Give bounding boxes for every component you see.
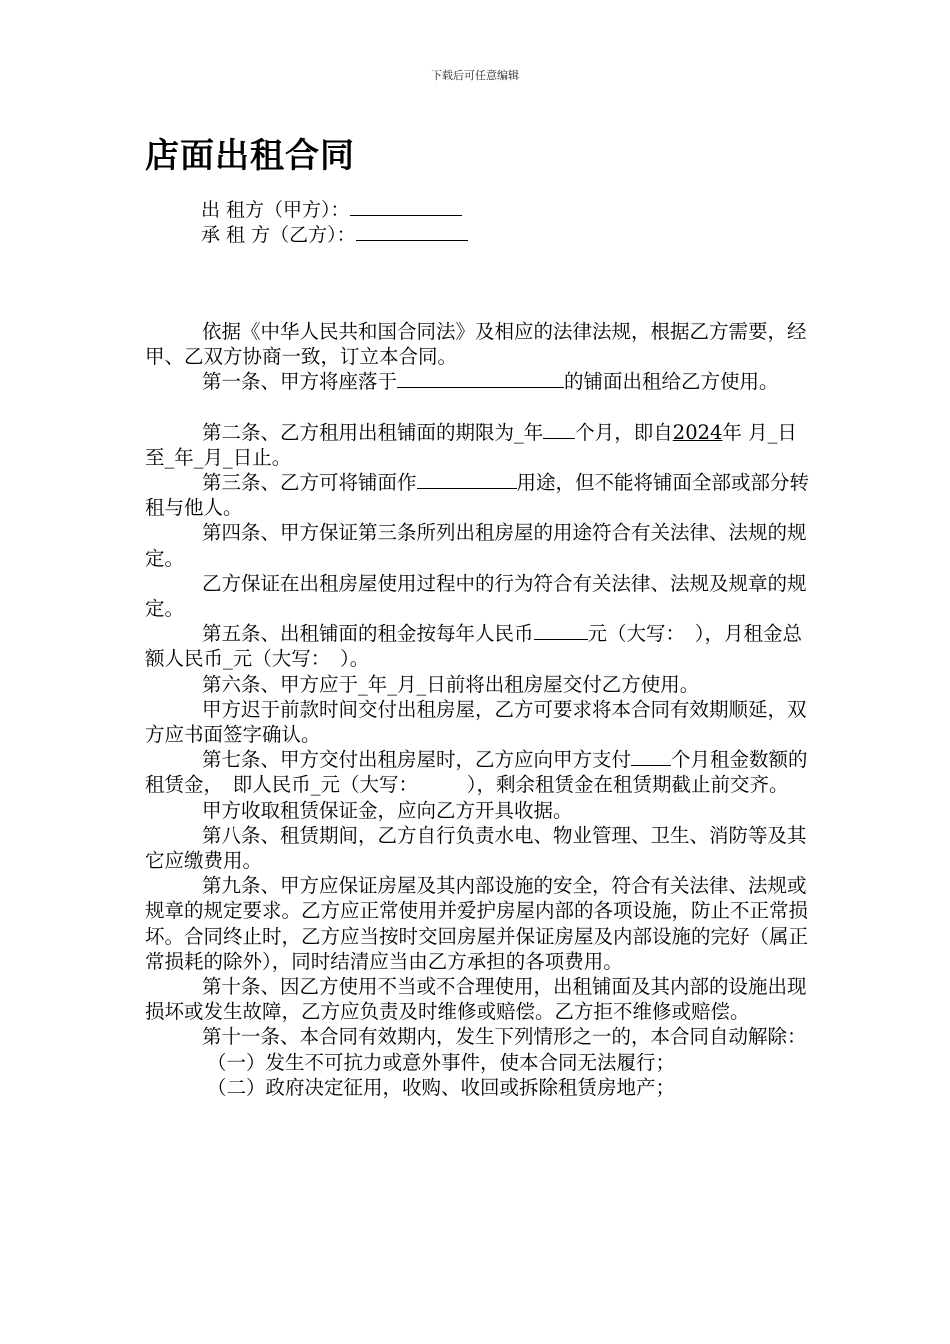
article-6: 第六条、甲方应于_年_月_日前将出租房屋交付乙方使用。 xyxy=(202,672,700,696)
article-11-item-1: （一）发生不可抗力或意外事件，使本合同无法履行； xyxy=(207,1050,676,1074)
article-5-blank xyxy=(534,622,588,640)
contract-body xyxy=(145,319,810,1100)
lessor-line xyxy=(201,198,468,223)
article-1-text-a: 第一条、甲方将座落于 xyxy=(202,370,398,394)
article-11-item-2: （二）政府决定征用，收购、收回或拆除租赁房地产； xyxy=(207,1075,676,1099)
parties-block xyxy=(201,198,468,248)
article-7-text-a: 第七条、甲方交付出租房屋时，乙方应向甲方支付 xyxy=(202,748,632,772)
article-4-b: 乙方保证在出租房屋使用过程中的行为符合有关法律、法规及规章的规定。 xyxy=(145,571,807,621)
article-5-text-a: 第五条、出租铺面的租金按每年人民币 xyxy=(202,622,534,646)
article-8: 第八条、租赁期间，乙方自行负责水电、物业管理、卫生、消防等及其它应缴费用。 xyxy=(145,823,807,873)
article-6-b: 甲方迟于前款时间交付出租房屋，乙方可要求将本合同有效期顺延，双方应书面签字确认。 xyxy=(145,697,807,747)
header-note: 下载后可任意编辑 xyxy=(431,69,519,82)
lessor-label: 出 租方（甲方）： xyxy=(201,199,350,221)
article-2-year: 2024 xyxy=(672,420,723,444)
lessor-blank xyxy=(350,198,462,216)
article-7-text-b: 个月租金数额的租赁金， 即人民币_元（大写： ），剩余租赁金在租赁期截止前交齐。 xyxy=(145,748,808,797)
article-2-text-c: 年 月_日至_年_月_日止。 xyxy=(145,420,797,469)
article-7 xyxy=(145,747,810,797)
intro-paragraph: 依据《中华人民共和国合同法》及相应的法律法规，根据乙方需要，经甲、乙双方协商一致，订立本合同。 xyxy=(145,320,807,369)
article-7-c: 甲方收取租赁保证金，应向乙方开具收据。 xyxy=(202,798,573,822)
article-2-blank xyxy=(543,421,575,439)
article-5 xyxy=(145,621,810,671)
article-1 xyxy=(145,369,810,394)
article-10: 第十条、因乙方使用不当或不合理使用，出租铺面及其内部的设施出现损坏或发生故障，乙方应负责及时维修或赔偿。乙方拒不维修或赔偿。 xyxy=(145,975,807,1024)
article-2-text-b: 个月，即自 xyxy=(575,420,673,444)
article-1-blank xyxy=(397,370,564,388)
article-5-text-b: 元（大写： ），月租金总额人民币_元（大写： ）。 xyxy=(145,622,803,671)
article-2 xyxy=(145,420,810,470)
article-1-text-b: 的铺面出租给乙方使用。 xyxy=(564,370,779,394)
article-2-text-a: 第二条、乙方租用出租铺面的期限为_年 xyxy=(202,420,544,444)
spacer xyxy=(145,395,810,420)
article-3 xyxy=(145,470,810,520)
document-title: 店面出租合同 xyxy=(145,136,355,176)
article-7-blank xyxy=(631,748,671,766)
lessee-label: 承 租 方（乙方）： xyxy=(201,224,356,246)
article-11: 第十一条、本合同有效期内，发生下列情形之一的，本合同自动解除： xyxy=(202,1025,807,1049)
article-3-blank xyxy=(417,471,517,489)
article-3-text-b: 用途，但不能将铺面全部或部分转租与他人。 xyxy=(145,471,810,520)
article-3-text-a: 第三条、乙方可将铺面作 xyxy=(202,471,417,495)
lessee-blank xyxy=(356,223,468,241)
article-9: 第九条、甲方应保证房屋及其内部设施的安全，符合有关法律、法规或规章的规定要求。乙方应正常使用并爱护房屋内部的各项设施，防止不正常损坏。合同终止时，乙方应当按时交回房屋并保证房屋及内部设施的完好（属正常损耗的除外），同时结清应当由乙方承担的各项费用。 xyxy=(145,874,809,973)
lessee-line xyxy=(201,223,468,248)
article-4: 第四条、甲方保证第三条所列出租房屋的用途符合有关法律、法规的规定。 xyxy=(145,521,807,570)
